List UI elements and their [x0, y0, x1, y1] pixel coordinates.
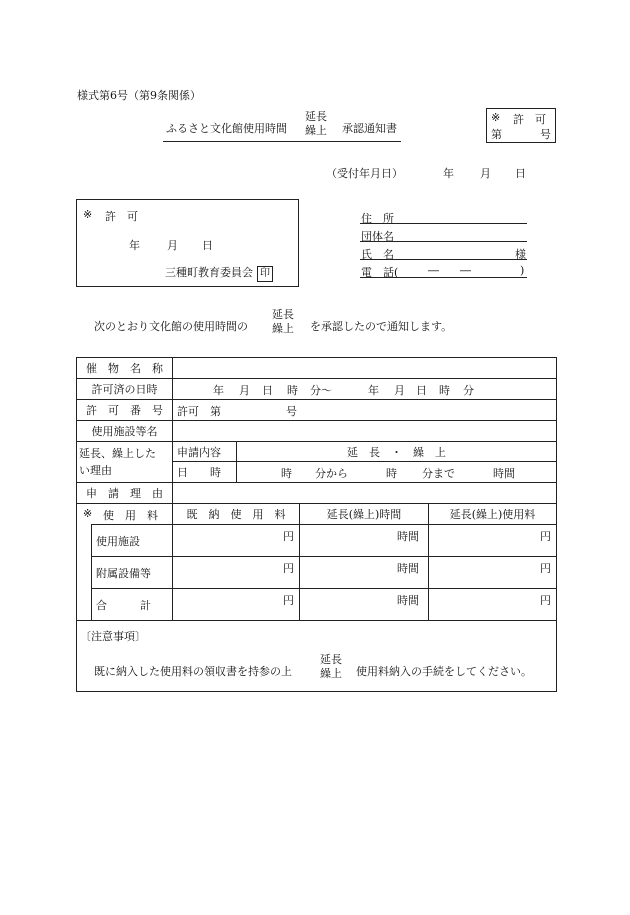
notes-after: 使用料納入の手続をしてください。	[356, 665, 532, 678]
approval-month: 月	[167, 239, 178, 252]
intro-option-extend: 延長	[272, 308, 294, 321]
date-label: 日 時	[177, 466, 221, 479]
phone-dash-2: ―	[460, 264, 471, 277]
fee-row-yen-paid: 円	[283, 594, 294, 607]
dt-unit: 時	[439, 384, 450, 397]
event-name-label: 催 物 名 称	[86, 362, 163, 375]
notes-option-advance: 繰上	[320, 667, 342, 680]
title-option-extend: 延長	[305, 110, 327, 123]
issuer	[165, 264, 273, 282]
dt-unit: 年	[213, 384, 224, 397]
name-label: 氏 名	[361, 248, 394, 261]
seal-icon: 印	[257, 266, 273, 282]
reason-label-line-2: い理由	[79, 464, 112, 477]
intro-option-advance: 繰上	[272, 322, 294, 335]
approval-box	[76, 199, 299, 287]
time-unit: 時間	[493, 467, 515, 480]
time-range-field[interactable]	[237, 462, 556, 482]
approval-day: 日	[202, 239, 213, 252]
title-prefix: ふるさと文化館使用時間	[166, 122, 287, 135]
intro-after: を承認したので通知します。	[310, 320, 453, 333]
time-unit: 分まで	[422, 467, 455, 480]
form-number: 様式第6号（第9条関係）	[77, 89, 201, 102]
phone-field[interactable]	[360, 277, 527, 278]
dt-unit: 時	[287, 384, 298, 397]
org-label: 団体名	[361, 230, 394, 243]
col-paid-fee: 既 納 使 用 料	[186, 508, 286, 521]
notes-before: 既に納入した使用料の領収書を持参の上	[94, 665, 292, 678]
dt-unit: 月	[394, 384, 405, 397]
permit-number-suffix: 号	[540, 128, 551, 141]
title-suffix: 承認通知書	[342, 122, 397, 135]
fee-row-yen-ext: 円	[540, 530, 551, 543]
fee-row-hours: 時間	[397, 530, 419, 543]
reason-label	[79, 445, 156, 479]
permitted-datetime-field[interactable]	[173, 379, 556, 399]
permit-number-row-label: 許 可 番 号	[86, 404, 163, 417]
dt-unit: 月	[239, 384, 250, 397]
request-content-value[interactable]: 延 長 ・ 繰 上	[347, 445, 446, 459]
col-extension-time: 延長(繰上)時間	[326, 508, 402, 521]
approval-title: 許 可	[105, 210, 138, 223]
fee-row-label: 使用施設	[96, 534, 140, 548]
dt-unit: 分	[463, 384, 474, 397]
approval-mark: ※	[83, 208, 93, 221]
permit-number-box	[486, 108, 556, 143]
event-name-field[interactable]	[173, 358, 556, 378]
permit-mark: ※	[491, 111, 501, 124]
application-reason-field[interactable]	[173, 483, 556, 503]
name-honorific: 様	[515, 248, 526, 261]
table-rule	[76, 620, 557, 621]
permit-label: 許 可	[513, 113, 546, 126]
intro-before: 次のとおり文化館の使用時間の	[94, 320, 248, 333]
fee-header	[77, 504, 172, 524]
permit-number-label: 第	[491, 128, 502, 141]
permit-number-row-suffix: 号	[286, 405, 297, 418]
notes-header: 〔注意事項〕	[80, 630, 146, 643]
fee-row-yen-paid: 円	[283, 562, 294, 575]
phone-prefix: 電 話(	[361, 266, 399, 279]
received-date-label: （受付年月日）	[326, 167, 403, 180]
time-unit: 分から	[315, 467, 348, 480]
table-rule	[91, 524, 92, 620]
phone-suffix: )	[520, 264, 525, 277]
received-year: 年	[443, 167, 454, 180]
title-underline	[163, 141, 401, 142]
address-label: 住 所	[361, 212, 394, 225]
fee-row-hours: 時間	[397, 562, 419, 575]
permit-number-prefix: 許可 第	[177, 405, 221, 418]
fee-row-yen-paid: 円	[283, 530, 294, 543]
intro-options	[272, 308, 294, 336]
col-extension-fee: 延長(繰上)使用料	[449, 508, 536, 521]
fee-row-label: 附属設備等	[96, 566, 151, 580]
title-option-advance: 繰上	[305, 124, 327, 137]
address-field[interactable]	[360, 223, 527, 224]
facility-label: 使用施設等名	[91, 425, 158, 438]
received-day: 日	[515, 167, 526, 180]
application-reason-label: 申 請 理 由	[86, 487, 163, 500]
facility-field[interactable]	[173, 421, 556, 441]
title-options	[305, 110, 327, 138]
fee-mark: ※	[83, 507, 93, 520]
reason-label-line-1: 延長、繰上した	[79, 447, 156, 460]
permitted-datetime-label: 許可済の日時	[91, 383, 158, 396]
name-field[interactable]	[360, 259, 527, 260]
received-month: 月	[480, 167, 491, 180]
phone-dash-1: ―	[428, 264, 439, 277]
dt-unit: 日	[262, 384, 273, 397]
request-content-label: 申請内容	[177, 445, 221, 459]
dt-unit: 年	[368, 384, 379, 397]
fee-row-hours: 時間	[397, 594, 419, 607]
permit-number-field[interactable]	[173, 400, 556, 420]
fee-label: 使 用 料	[103, 509, 158, 522]
approval-year: 年	[129, 239, 140, 252]
dt-unit: 分～	[310, 384, 332, 397]
fee-row-yen-ext: 円	[540, 562, 551, 575]
dt-unit: 日	[416, 384, 427, 397]
notes-options	[320, 653, 342, 681]
fee-row-label: 合 計	[96, 598, 151, 612]
time-unit: 時	[281, 467, 292, 480]
fee-row-yen-ext: 円	[540, 594, 551, 607]
org-field[interactable]	[360, 241, 527, 242]
notes-option-extend: 延長	[320, 653, 342, 666]
time-unit: 時	[386, 467, 397, 480]
issuer-name: 三種町教育委員会	[165, 266, 253, 279]
